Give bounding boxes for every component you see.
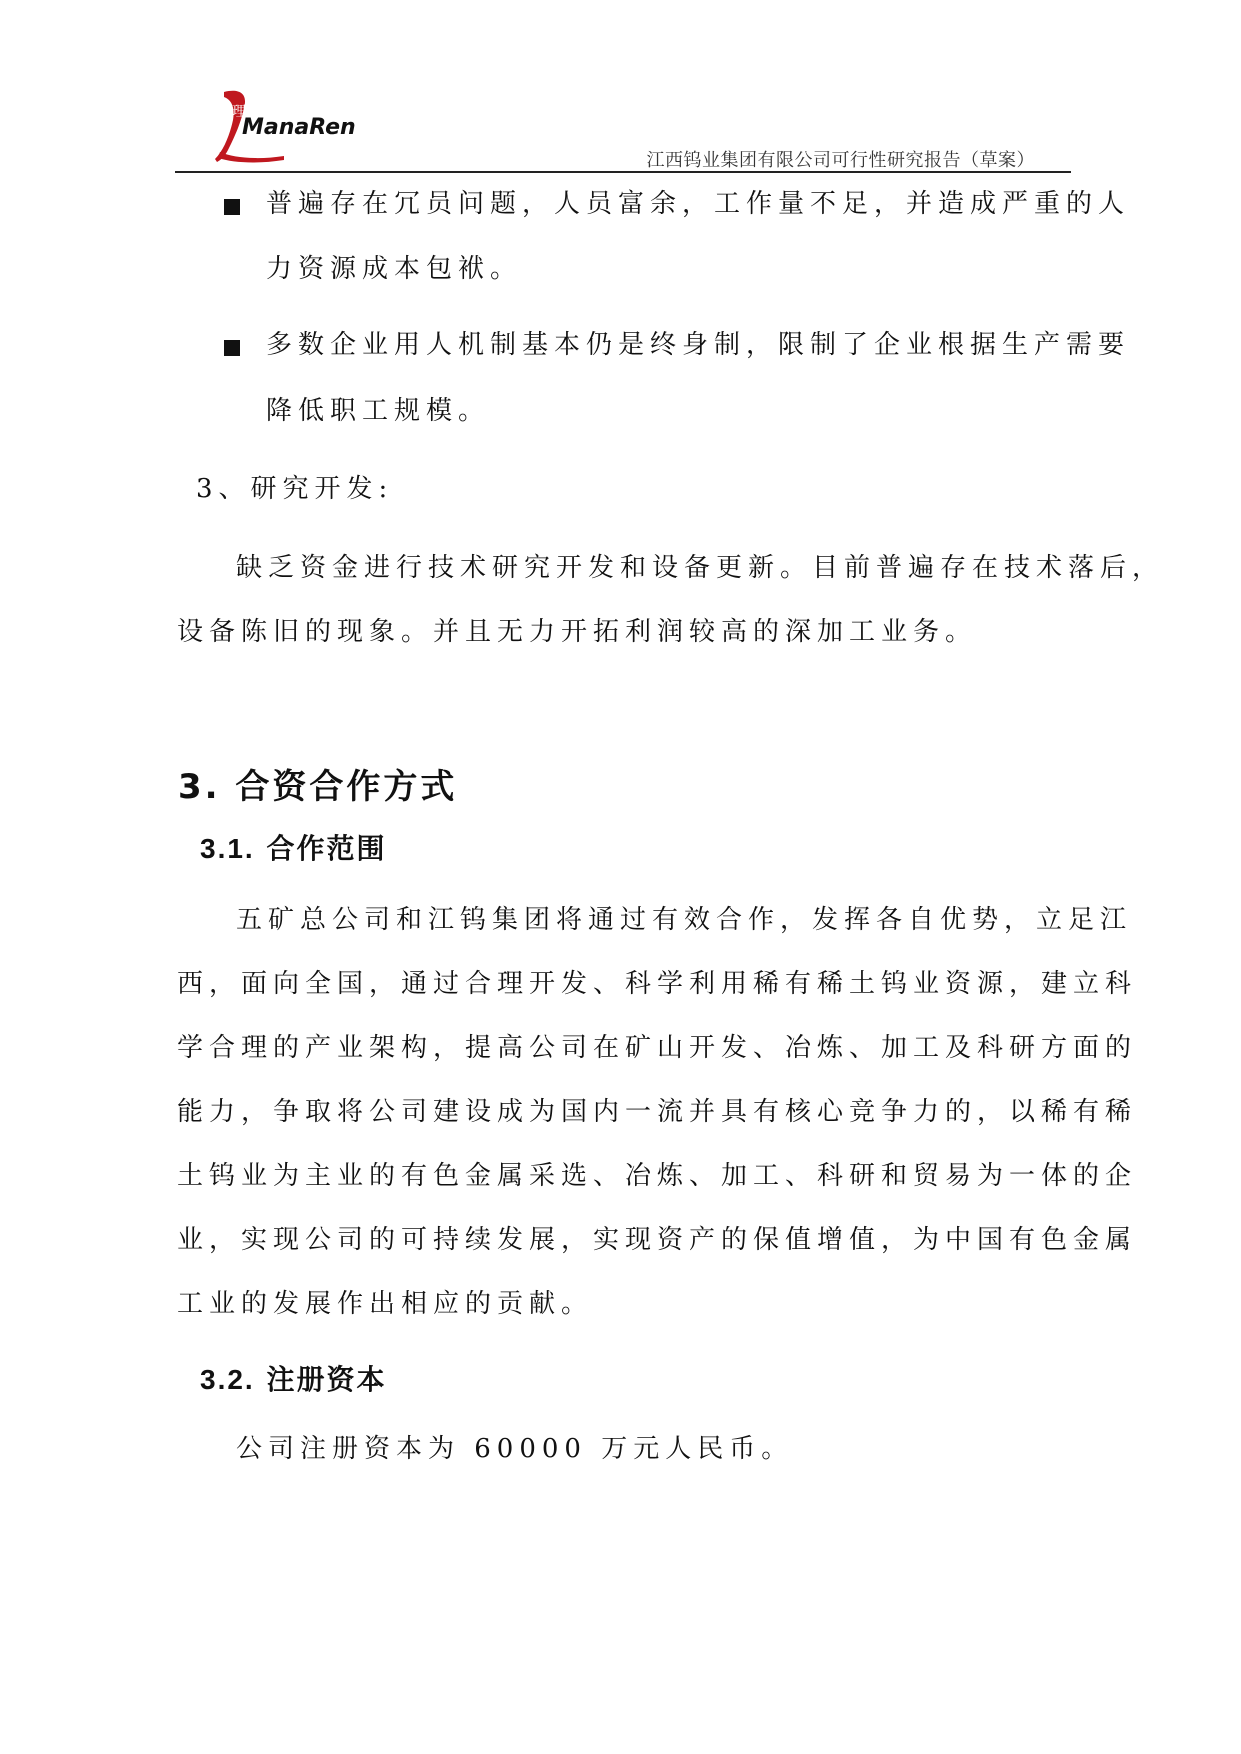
section-3-heading: [178, 768, 457, 806]
rd-paragraph-line1: 缺乏资金进行技术研究开发和设备更新。目前普遍存在技术落后，: [236, 553, 1165, 583]
rd-heading: 3、研究开发:: [196, 474, 394, 504]
bullet-square-icon: [224, 340, 240, 356]
bullet-item-1-line2: 力资源成本包袱。: [266, 254, 523, 284]
cooperation-line-6: 业，实现公司的可持续发展，实现资产的保值增值，为中国有色金属: [177, 1225, 1138, 1255]
section-3-1-title: 合作范围: [266, 832, 387, 865]
cooperation-line-2: 西，面向全国，通过合理开发、科学利用稀有稀土钨业资源，建立科: [177, 969, 1138, 999]
section-3-2-heading: [200, 1364, 386, 1396]
bullet-item-2-line1: 多数企业用人机制基本仍是终身制，限制了企业根据生产需要: [266, 330, 1131, 360]
document-title: 江西钨业集团有限公司可行性研究报告（草案）: [646, 150, 1035, 171]
bullet-item-2-line2: 降低职工规模。: [266, 396, 491, 426]
section-3-2-number: 3.2.: [200, 1364, 255, 1395]
manaren-logo: [214, 86, 364, 166]
section-3-number: 3.: [178, 767, 221, 807]
header-divider: [175, 171, 1071, 173]
cooperation-line-4: 能力，争取将公司建设成为国内一流并具有核心竞争力的，以稀有稀: [177, 1097, 1138, 1127]
cooperation-line-5: 土钨业为主业的有色金属采选、冶炼、加工、科研和贸易为一体的企: [177, 1161, 1138, 1191]
logo-glyphs: 管理: [218, 104, 246, 120]
logo-wordmark: ManaRen: [242, 115, 356, 140]
section-3-title: 合资合作方式: [235, 767, 458, 807]
bullet-square-icon: [224, 199, 240, 215]
cooperation-line-7: 工业的发展作出相应的贡献。: [177, 1289, 594, 1319]
cooperation-line-1: 五矿总公司和江钨集团将通过有效合作，发挥各自优势，立足江: [236, 905, 1133, 935]
section-3-1-heading: [200, 833, 386, 865]
section-3-2-title: 注册资本: [266, 1363, 387, 1396]
rd-paragraph-line2: 设备陈旧的现象。并且无力开拓利润较高的深加工业务。: [177, 617, 978, 647]
section-3-1-number: 3.1.: [200, 833, 255, 864]
registered-capital-text: 公司注册资本为 60000 万元人民币。: [236, 1434, 794, 1464]
cooperation-line-3: 学合理的产业架构，提高公司在矿山开发、冶炼、加工及科研方面的: [177, 1033, 1138, 1063]
bullet-item-1-line1: 普遍存在冗员问题，人员富余，工作量不足，并造成严重的人: [266, 189, 1131, 219]
